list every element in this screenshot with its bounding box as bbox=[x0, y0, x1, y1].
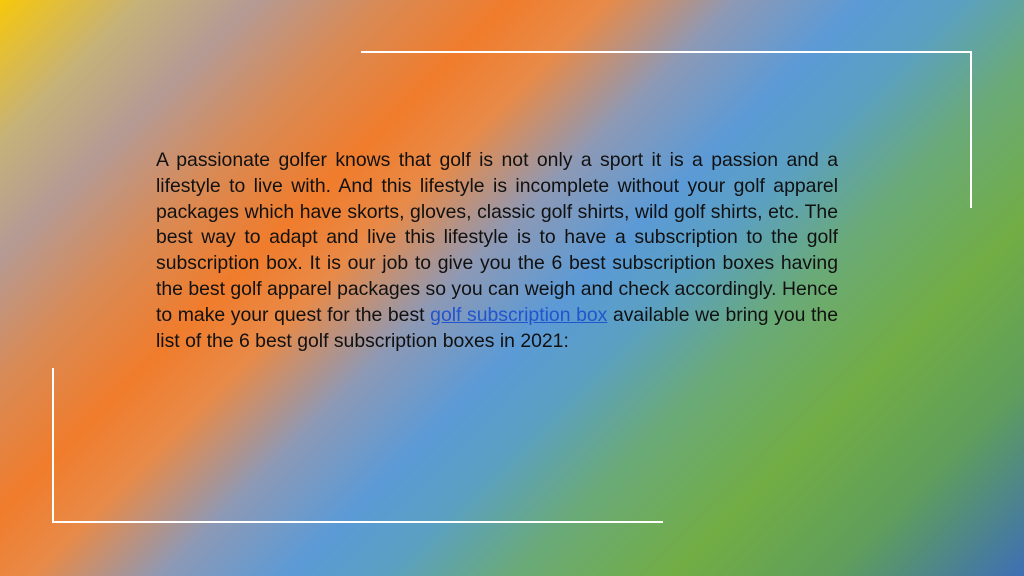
body-paragraph bbox=[156, 148, 838, 354]
golf-subscription-box-link[interactable]: golf subscription box bbox=[430, 303, 608, 326]
frame-line-left bbox=[52, 368, 54, 523]
frame-line-right bbox=[970, 51, 972, 208]
paragraph-text-before-link: A passionate golfer knows that golf is not only a sport it is a passion and a lifestyle to live with. And this lifestyle is incomplete without your golf apparel packages which have skorts, gloves, classic golf shirts, wild golf shirts, etc. The best way to adapt and live this lifestyle is to have a subscription to the golf subscription box. It is our job to give you the 6 best subscription boxes having the best golf apparel packages so you can weigh and check accordingly. Hence to make your quest for the best bbox=[156, 149, 838, 326]
paragraph-text-after-link: available we bring you the list of the 6 best golf subscription boxes in 2021: bbox=[156, 303, 838, 352]
frame-line-bottom bbox=[52, 521, 663, 523]
frame-line-top bbox=[361, 51, 972, 53]
